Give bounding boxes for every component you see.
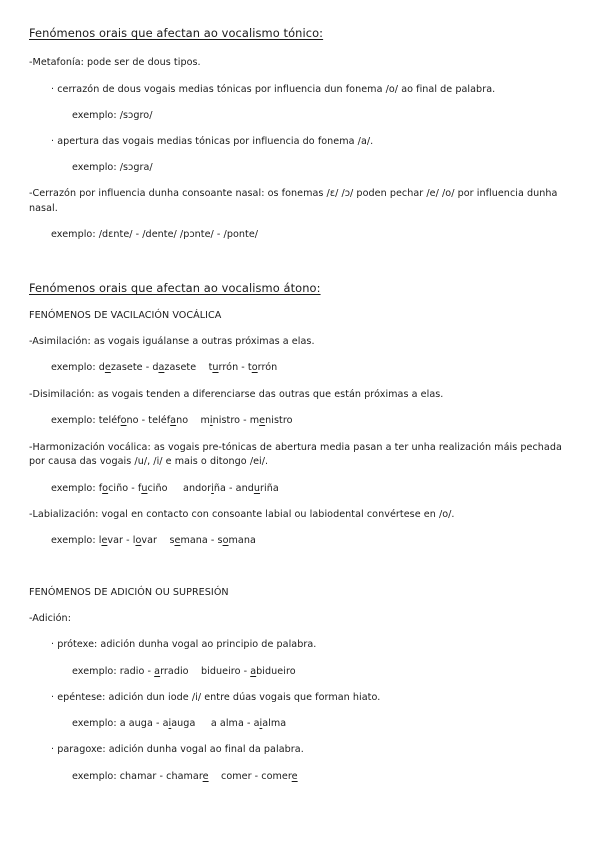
cerrazon-example: exemplo: /dɛnte/ - /dente/ /pɔnte/ - /ponte/ (51, 229, 259, 240)
epentese-line: · epéntese: adición dun iode /i/ entre dúas vogais que forman hiato. (51, 692, 381, 703)
vacilacion-subheading: FENÓMENOS DE VACILACIÓN VOCÁLICA (29, 310, 222, 321)
harmonizacion-example: exemplo: fociño - fuciño andoriña - anduriña (51, 483, 279, 494)
harmonizacion-line-1: -Harmonización vocálica: as vogais pre-tónicas de abertura media pasan a ter unha realización máis pechada (29, 442, 562, 453)
asimilacion-example: exemplo: dezasete - dazasete turrón - torrón (51, 362, 278, 373)
metafonia-example-1: exemplo: /sɔgro/ (72, 110, 153, 121)
asimilacion-line: -Asimilación: as vogais iguálanse a outras próximas a elas. (29, 336, 315, 347)
labializacion-example: exemplo: levar - lovar semana - somana (51, 535, 256, 546)
metafonia-line: -Metafonía: pode ser de dous tipos. (29, 57, 201, 68)
epentese-example: exemplo: a auga - aiauga a alma - aialma (72, 718, 287, 729)
disimilacion-line: -Disimilación: as vogais tenden a diferenciarse das outras que están próximas a elas. (29, 389, 444, 400)
cerrazon-line-2: nasal. (29, 203, 58, 214)
metafonia-item-2: · apertura das vogais medias tónicas por influencia do fonema /a/. (51, 136, 374, 147)
section-heading-atonic: Fenómenos orais que afectan ao vocalismo átono: (29, 281, 321, 295)
paragoxe-line: · paragoxe: adición dunha vogal ao final da palabra. (51, 744, 304, 755)
metafonia-item-1: · cerrazón de dous vogais medias tónicas por influencia dun fonema /o/ ao final de palabra. (51, 84, 496, 95)
protexe-line: · prótexe: adición dunha vogal ao principio de palabra. (51, 639, 317, 650)
labializacion-line: -Labialización: vogal en contacto con consoante labial ou labiodental convértese en /o/. (29, 509, 455, 520)
paragoxe-example: exemplo: chamar - chamare comer - comere (72, 771, 298, 782)
protexe-example: exemplo: radio - arradio bidueiro - abidueiro (72, 666, 296, 677)
disimilacion-example: exemplo: teléfono - teléfano ministro - menistro (51, 415, 293, 426)
metafonia-example-2: exemplo: /sɔgra/ (72, 162, 153, 173)
section-heading-tonic: Fenómenos orais que afectan ao vocalismo tónico: (29, 26, 324, 40)
adicion-line: -Adición: (29, 613, 71, 624)
cerrazon-line-1: -Cerrazón por influencia dunha consoante nasal: os fonemas /ɛ/ /ɔ/ poden pechar /e/ /o/ por influencia dunha (29, 188, 558, 199)
harmonizacion-line-2: por causa das vogais /u/, /i/ e mais o ditongo /ei/. (29, 456, 269, 467)
adicion-supresion-subheading: FENÓMENOS DE ADICIÓN OU SUPRESIÓN (29, 587, 229, 598)
